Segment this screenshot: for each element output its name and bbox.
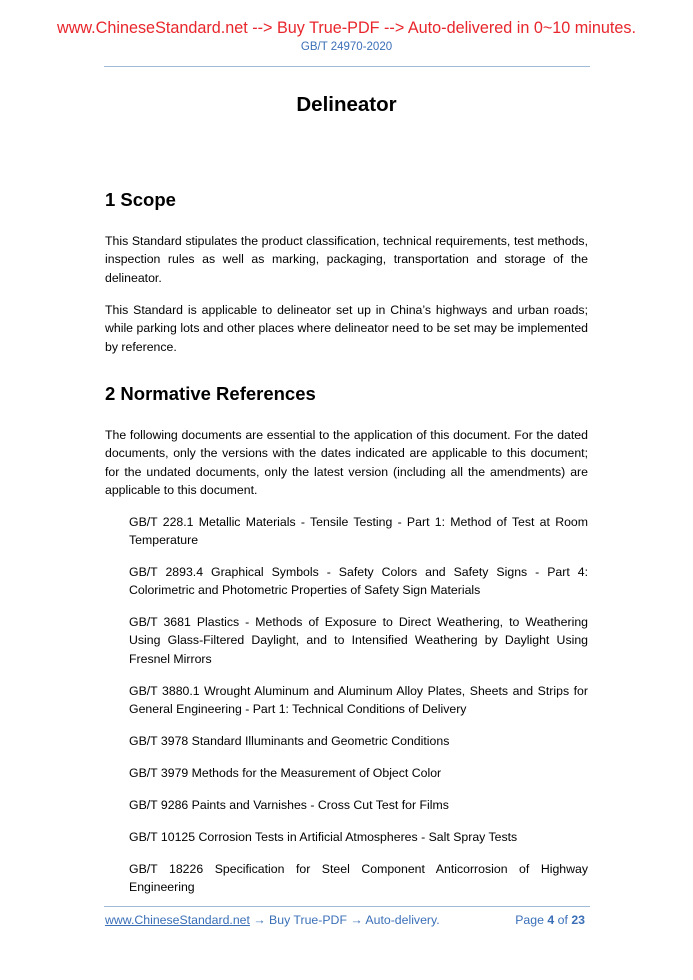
page-of: of [557, 913, 568, 927]
page-total: 23 [571, 913, 585, 927]
page-current: 4 [547, 913, 555, 927]
reference-item: GB/T 3978 Standard Illuminants and Geometric Conditions [129, 734, 450, 748]
scope-paragraph-1: This Standard stipulates the product classification, technical requirements, test methods, inspection rules as well as marking, packaging, transportation and storage of the delineator. [105, 234, 588, 285]
footer-tagline: → Buy True-PDF → Auto-delivery. [249, 913, 440, 927]
footer [105, 913, 585, 927]
reference-item: GB/T 3979 Methods for the Measurement of Object Color [129, 766, 442, 780]
footer-site-link[interactable]: www.ChineseStandard.net [105, 913, 250, 927]
reference-item: GB/T 2893.4 Graphical Symbols - Safety Colors and Safety Signs - Part 4: Colorimetric and Photometric Properties of Safety Sign Materials [129, 565, 588, 598]
reference-item: GB/T 9286 Paints and Varnishes - Cross Cut Test for Films [129, 798, 449, 812]
document-title: Delineator [296, 93, 397, 116]
page-indicator [515, 913, 585, 927]
reference-item: GB/T 3681 Plastics - Methods of Exposure to Direct Weathering, to Weathering Using Glass-Filtered Daylight, and to Intensified Weathering by Daylight Using Fresnel Mirrors [129, 615, 588, 666]
reference-item: GB/T 3880.1 Wrought Aluminum and Aluminum Alloy Plates, Sheets and Strips for General Engineering - Part 1: Technical Conditions of Delivery [129, 684, 588, 717]
section-heading-scope: 1 Scope [105, 189, 176, 210]
reference-item: GB/T 10125 Corrosion Tests in Artificial Atmospheres - Salt Spray Tests [129, 830, 518, 844]
references-intro-paragraph: The following documents are essential to the application of this document. For the dated documents, only the versions with the dates indicated are applicable to this document; for the undated documents, only the latest version (including all the amendments) are applicable to this document. [105, 428, 588, 497]
header-divider [104, 66, 590, 67]
scope-paragraph-2: This Standard is applicable to delineator set up in China’s highways and urban roads; while parking lots and other places where delineator need to be set may be implemented by reference. [105, 303, 588, 354]
section-heading-normative-references: 2 Normative References [105, 383, 316, 404]
reference-item: GB/T 18226 Specification for Steel Component Anticorrosion of Highway Engineering [129, 862, 588, 895]
reference-item: GB/T 228.1 Metallic Materials - Tensile Testing - Part 1: Method of Test at Room Temperature [129, 515, 588, 548]
standard-code: GB/T 24970-2020 [300, 41, 393, 53]
page-label: Page [515, 913, 544, 927]
footer-divider [104, 906, 590, 907]
top-banner[interactable]: www.ChineseStandard.net --> Buy True-PDF --> Auto-delivered in 0~10 minutes. [57, 19, 636, 37]
